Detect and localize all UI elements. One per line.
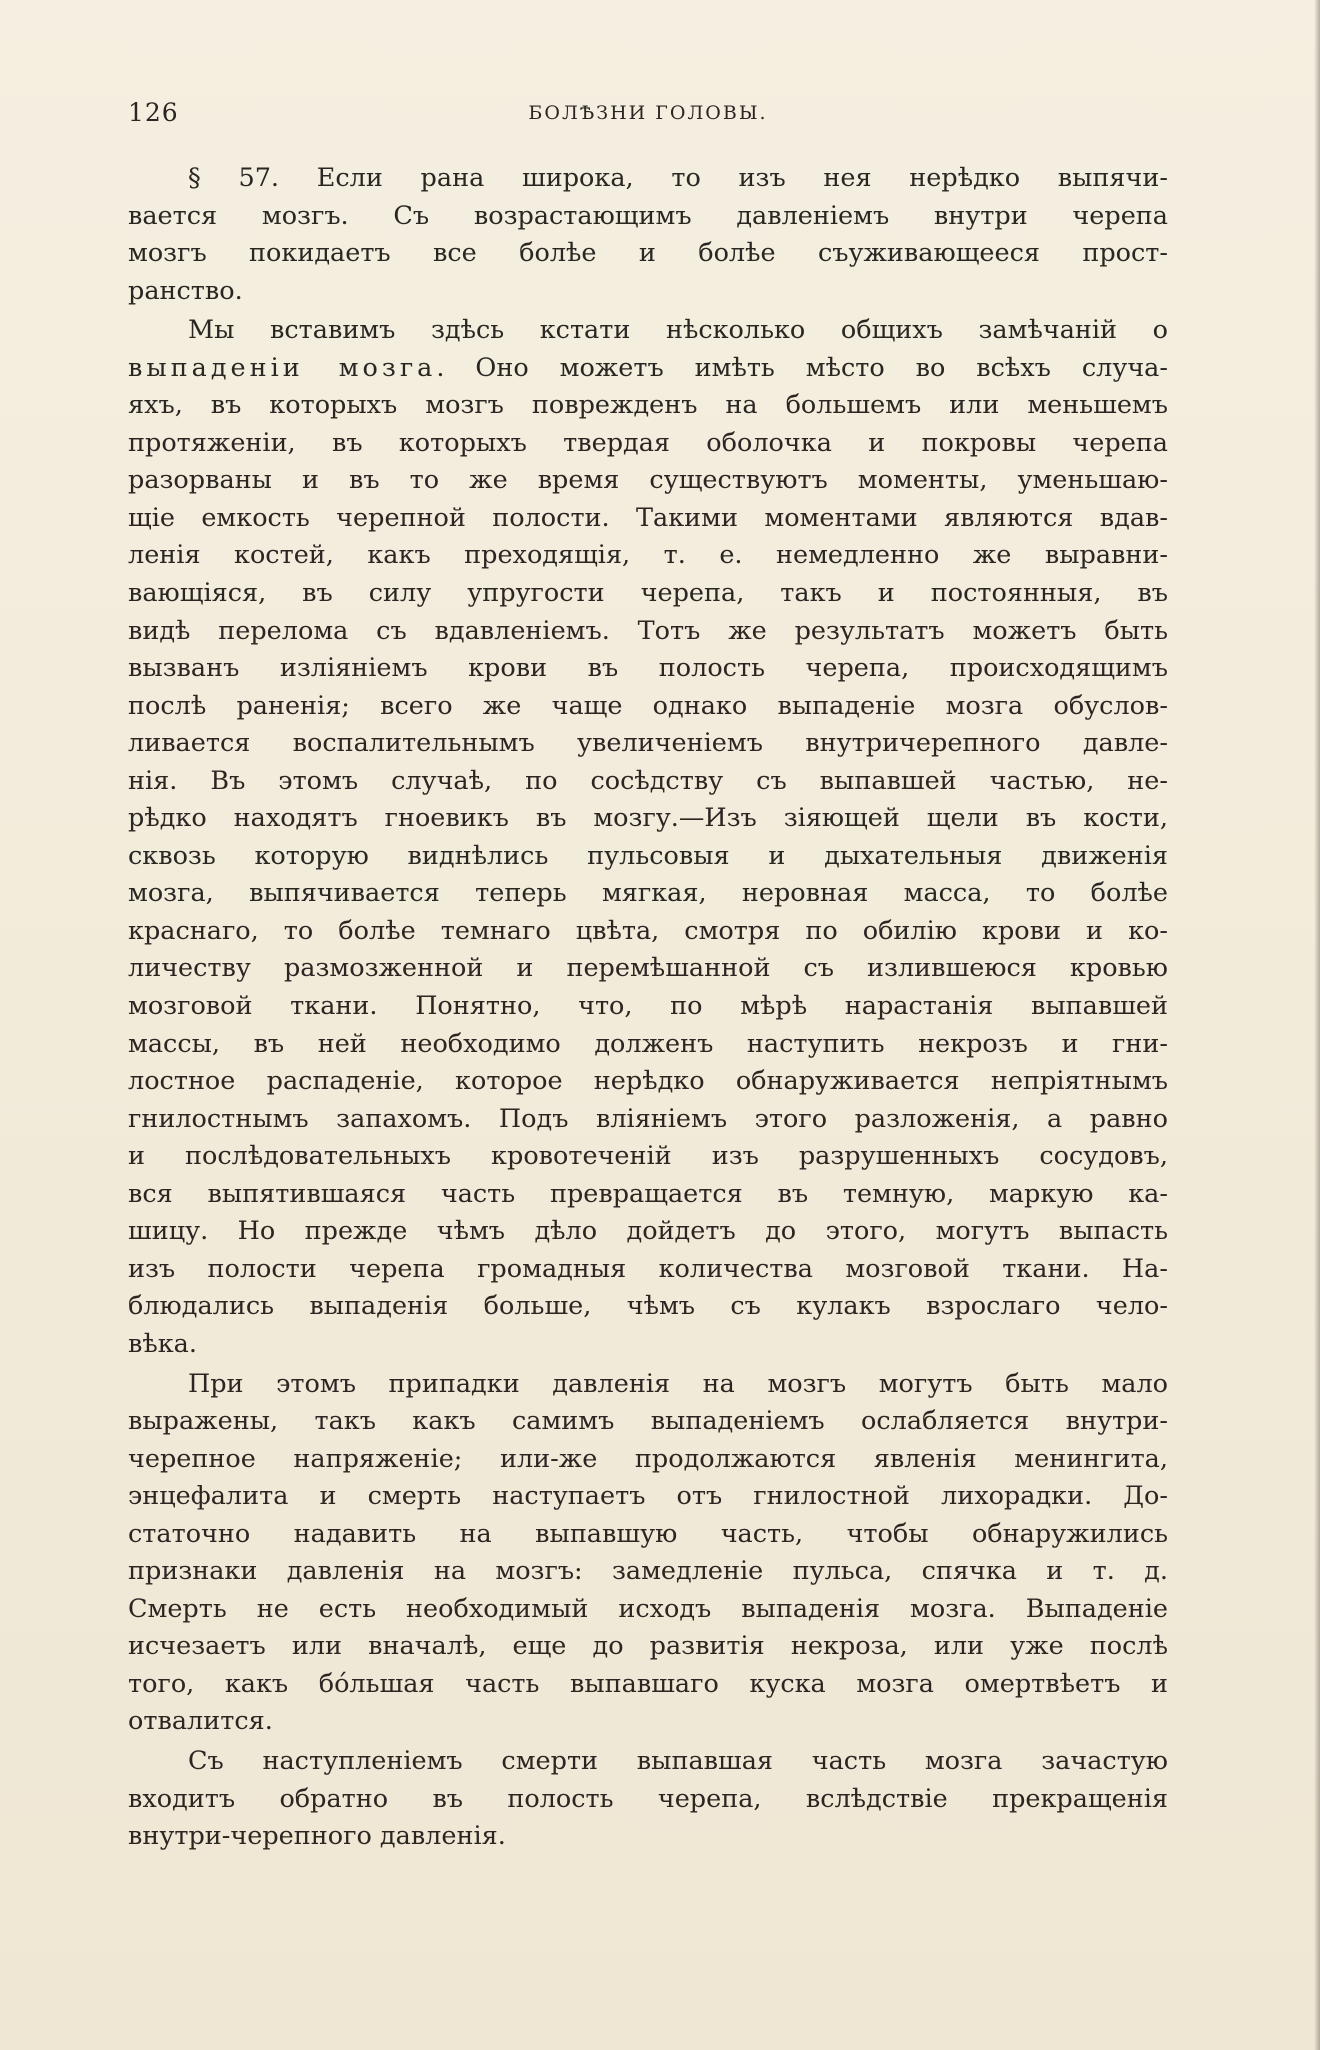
text-line: лостное распаденіе, которое нерѣдко обнаруживается непріятнымъ (128, 1066, 1168, 1097)
text-line: шицу. Но прежде чѣмъ дѣло дойдетъ до этого, могутъ выпасть (128, 1216, 1168, 1247)
text-line: Мы вставимъ здѣсь кстати нѣсколько общихъ замѣчаній о (188, 315, 1168, 346)
text-line: Съ наступленіемъ смерти выпавшая часть мозга зачастую (188, 1745, 1168, 1776)
text-line: отвалится. (128, 1706, 273, 1737)
text-line: Смерть не есть необходимый исходъ выпаденія мозга. Выпаденіе (128, 1593, 1168, 1624)
text-line: выражены, такъ какъ самимъ выпаденіемъ ослабляется внутри- (128, 1406, 1168, 1437)
text-line: § 57. Если рана широка, то изъ нея нерѣдко выпячи- (188, 163, 1168, 193)
text-line: ленія костей, какъ преходящія, т. е. немедленно же выравни- (128, 540, 1168, 571)
text-line: разорваны и въ то же время существуютъ моменты, уменьшаю- (128, 465, 1168, 496)
text-line: входитъ обратно въ полость черепа, вслѣдствіе прекращенія (128, 1783, 1168, 1814)
text-line: вающіяся, въ силу упругости черепа, такъ и постоянныя, въ (128, 578, 1168, 609)
text-line: того, какъ бо́льшая часть выпавшаго куска мозга омертвѣетъ и (128, 1668, 1168, 1699)
text-line: ранство. (128, 275, 243, 306)
paragraph (128, 160, 1168, 310)
text-line: черепное напряженіе; или-же продолжаются явленія менингита, (128, 1443, 1168, 1474)
text-line: ливается воспалительнымъ увеличеніемъ внутричерепного давле- (128, 728, 1168, 759)
body-text (128, 160, 1168, 1858)
text-line: мозговой ткани. Понятно, что, по мѣрѣ нарастанія выпавшей (128, 991, 1168, 1022)
page-number: 126 (128, 98, 179, 127)
paragraph (128, 312, 1168, 1363)
text-line: и послѣдовательныхъ кровотеченій изъ разрушенныхъ сосудовъ, (128, 1141, 1168, 1172)
text-line: личеству размозженной и перемѣшанной съ излившеюся кровью (128, 953, 1168, 984)
paragraph (128, 1743, 1168, 1856)
text-line: гнилостнымъ запахомъ. Подъ вліяніемъ этого разложенія, а равно (128, 1103, 1168, 1134)
running-title: БОЛѢЗНИ ГОЛОВЫ. (528, 102, 768, 124)
text-line: нія. Въ этомъ случаѣ, по сосѣдству съ выпавшей частью, не- (128, 765, 1168, 796)
text-line: массы, въ ней необходимо долженъ наступить некрозъ и гни- (128, 1028, 1168, 1059)
text-line: протяженіи, въ которыхъ твердая оболочка и покровы черепа (128, 427, 1168, 458)
text-run: . Оно можетъ имѣть мѣсто во всѣхъ случа- (436, 352, 1168, 383)
text-line: краснаго, то болѣе темнаго цвѣта, смотря по обилію крови и ко- (128, 915, 1168, 946)
text-line: признаки давленія на мозгъ: замедленіе пульса, спячка и т. д. (128, 1556, 1168, 1587)
text-line: блюдались выпаденія больше, чѣмъ съ кулакъ взрослаго чело- (128, 1291, 1168, 1322)
text-line: послѣ раненія; всего же чаще однако выпаденіе мозга обуслов- (128, 690, 1168, 721)
text-line: мозга, выпячивается теперь мягкая, неровная масса, то болѣе (128, 878, 1168, 909)
text-line: статочно надавить на выпавшую часть, чтобы обнаружились (128, 1518, 1168, 1549)
text-line: щіе емкость черепной полости. Такими моментами являются вдав- (128, 502, 1168, 533)
text-line: изъ полости черепа громадныя количества мозговой ткани. На- (128, 1253, 1168, 1284)
text-line: внутри-черепного давленія. (128, 1821, 506, 1852)
text-line: вызванъ изліяніемъ крови въ полость черепа, происходящимъ (128, 653, 1168, 684)
paragraph (128, 1366, 1168, 1741)
text-line: При этомъ припадки давленія на мозгъ могутъ быть мало (188, 1368, 1168, 1399)
text-line: видѣ перелома съ вдавленіемъ. Тотъ же результатъ можетъ быть (128, 615, 1168, 646)
text-line: вся выпятившаяся часть превращается въ темную, маркую ка- (128, 1178, 1168, 1209)
text-line (128, 350, 1168, 388)
text-line: вѣка. (128, 1328, 197, 1359)
text-line: энцефалита и смерть наступаетъ отъ гнилостной лихорадки. До- (128, 1481, 1168, 1512)
text-line: мозгъ покидаетъ все болѣе и болѣе съуживающееся прост- (128, 238, 1168, 269)
text-line: яхъ, въ которыхъ мозгъ поврежденъ на большемъ или меньшемъ (128, 390, 1168, 421)
page-edge-shadow (1314, 0, 1320, 2050)
text-line: исчезаетъ или вначалѣ, еще до развитія некроза, или уже послѣ (128, 1631, 1168, 1662)
text-line: рѣдко находятъ гноевикъ въ мозгу.—Изъ зіяющей щели въ кости, (128, 803, 1168, 834)
running-head (128, 98, 1168, 138)
text-line: вается мозгъ. Съ возрастающимъ давленіемъ внутри черепа (128, 200, 1168, 231)
text-line: сквозь которую виднѣлись пульсовыя и дыхательныя движенія (128, 840, 1168, 871)
emphasized-term: выпаденіи мозга (128, 352, 437, 383)
